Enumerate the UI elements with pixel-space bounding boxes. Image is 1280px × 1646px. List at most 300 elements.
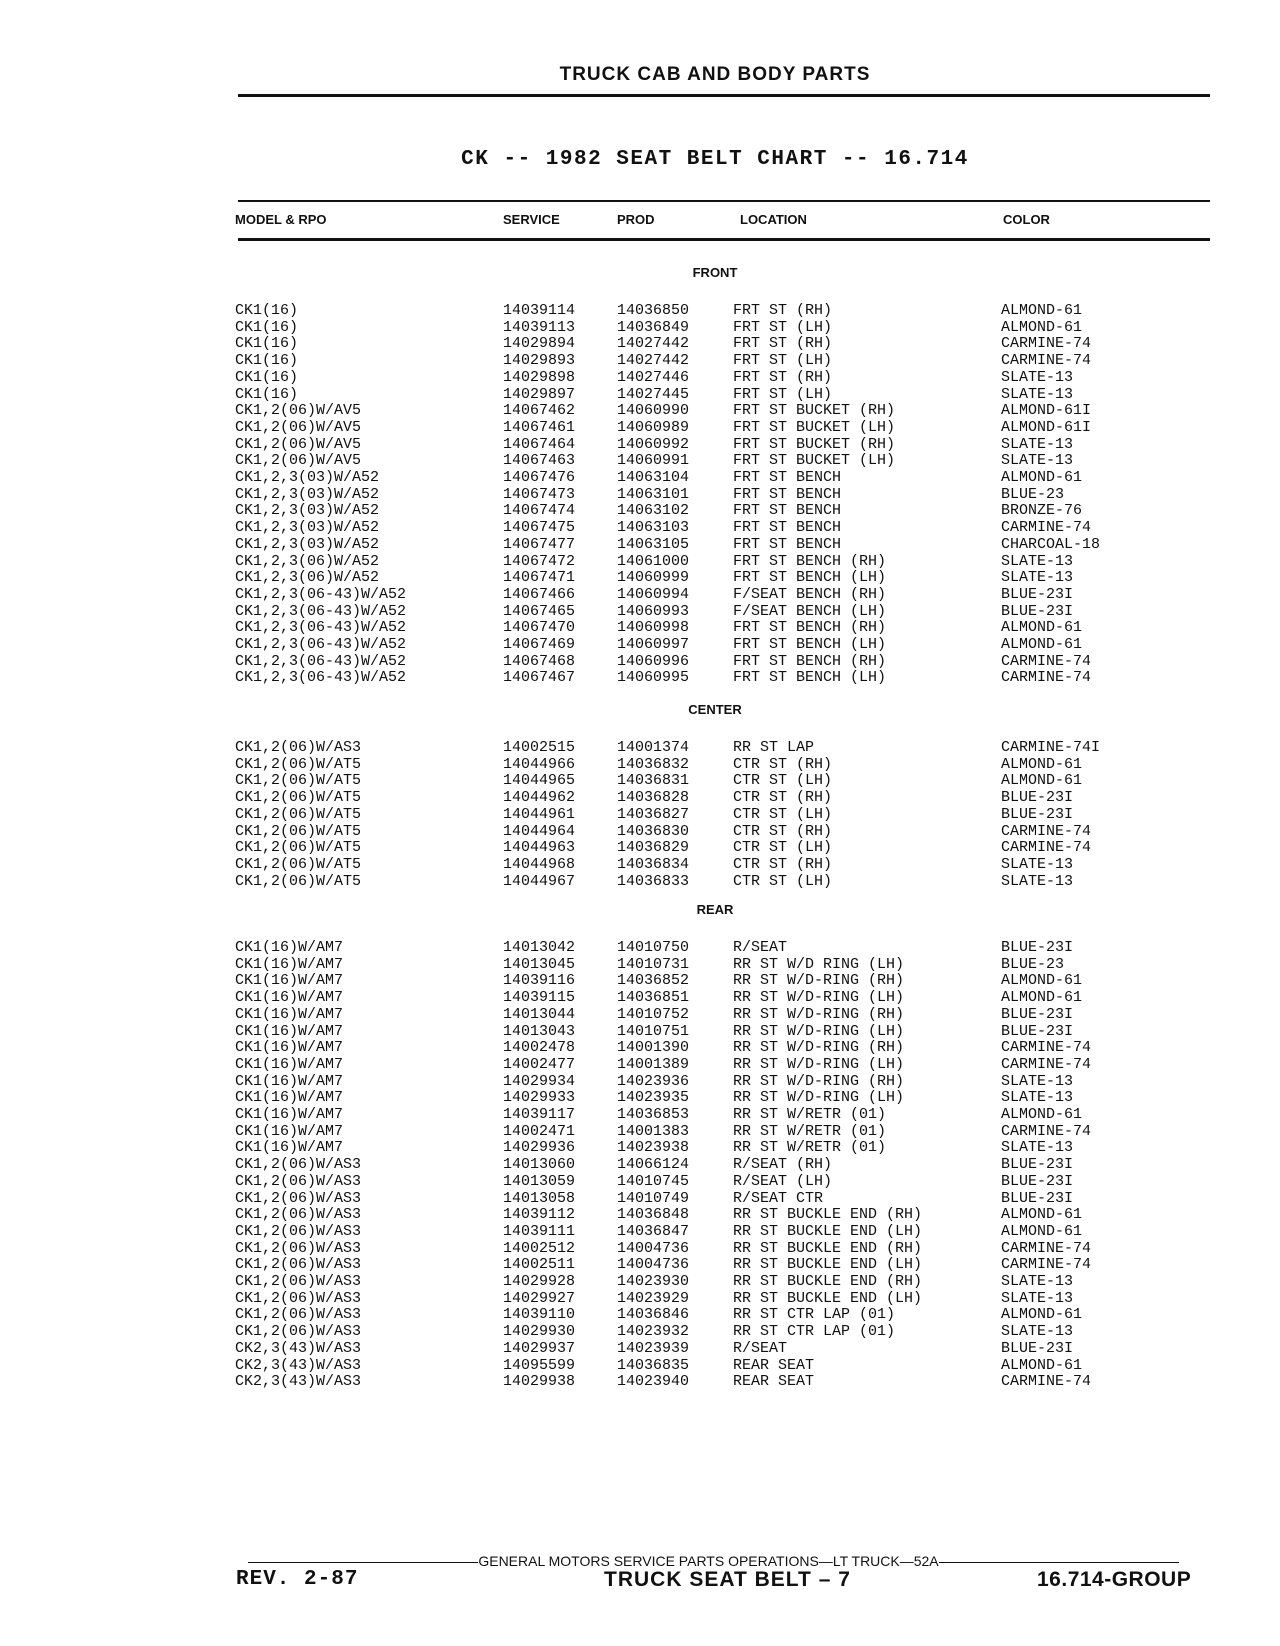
table-row (0, 1174, 1280, 1191)
location-cell: REAR SEAT (733, 1373, 815, 1391)
table-row (0, 957, 1280, 974)
prod-cell: 14023930 (617, 1273, 690, 1290)
prod-cell: 14063103 (617, 519, 690, 537)
prod-cell: 14036847 (617, 1222, 690, 1240)
table-row (0, 303, 1280, 320)
location-cell: FRT ST BENCH (LH) (733, 569, 887, 587)
service-cell: 14044967 (503, 872, 576, 890)
model-cell: CK1(16)W/AM7 (235, 1055, 344, 1073)
location-cell: CTR ST (RH) (733, 855, 833, 873)
model-cell: CK2,3(43)W/AS3 (235, 1373, 362, 1391)
service-cell: 14029894 (503, 335, 576, 353)
color-cell: BLUE-23I (1001, 789, 1074, 807)
prod-cell: 14036835 (617, 1356, 690, 1374)
service-cell: 14039114 (503, 302, 576, 319)
prod-cell: 14036851 (617, 989, 690, 1007)
location-cell: FRT ST (RH) (733, 335, 833, 353)
location-cell: FRT ST (RH) (733, 368, 833, 386)
service-cell: 14067466 (503, 585, 576, 603)
service-cell: 14044964 (503, 822, 576, 840)
service-cell: 14095599 (503, 1356, 576, 1374)
location-cell: RR ST W/D-RING (RH) (733, 1005, 905, 1023)
location-cell: RR ST W/D-RING (LH) (733, 989, 905, 1007)
service-cell: 14067465 (503, 602, 576, 620)
service-cell: 14039111 (503, 1222, 576, 1240)
prod-cell: 14036852 (617, 972, 690, 990)
location-cell: RR ST W/D-RING (LH) (733, 1055, 905, 1073)
location-cell: FRT ST BUCKET (RH) (733, 435, 896, 453)
model-cell: CK1,2(06)W/AT5 (235, 755, 362, 773)
prod-cell: 14001389 (617, 1055, 690, 1073)
service-cell: 14039116 (503, 972, 576, 990)
header-rule (238, 94, 1210, 97)
service-cell: 14044965 (503, 772, 576, 790)
location-cell: RR ST W/D-RING (LH) (733, 1022, 905, 1040)
prod-cell: 14001383 (617, 1122, 690, 1140)
color-cell: SLATE-13 (1001, 1289, 1074, 1307)
color-cell: SLATE-13 (1001, 368, 1074, 386)
table-row (0, 1207, 1280, 1224)
service-cell: 14013060 (503, 1156, 576, 1174)
prod-cell: 14010731 (617, 955, 690, 973)
service-cell: 14013045 (503, 955, 576, 973)
location-cell: CTR ST (RH) (733, 822, 833, 840)
table-row (0, 470, 1280, 487)
location-cell: FRT ST BENCH (733, 485, 842, 503)
prod-cell: 14060991 (617, 452, 690, 470)
location-cell: FRT ST BENCH (733, 519, 842, 537)
service-cell: 14013044 (503, 1005, 576, 1023)
model-cell: CK1(16)W/AM7 (235, 955, 344, 973)
location-cell: RR ST CTR LAP (01) (733, 1306, 896, 1324)
color-cell: BLUE-23I (1001, 939, 1074, 956)
service-cell: 14029893 (503, 352, 576, 370)
location-cell: RR ST CTR LAP (01) (733, 1323, 896, 1341)
model-cell: CK1,2(06)W/AT5 (235, 822, 362, 840)
prod-cell: 14010749 (617, 1189, 690, 1207)
location-cell: RR ST W/D-RING (LH) (733, 1089, 905, 1107)
col-header-model: MODEL & RPO (235, 212, 327, 227)
model-cell: CK1,2(06)W/AS3 (235, 1273, 362, 1290)
prod-cell: 14063101 (617, 485, 690, 503)
color-cell: ALMOND-61 (1001, 469, 1083, 486)
color-cell: BLUE-23I (1001, 1156, 1074, 1174)
model-cell: CK1(16)W/AM7 (235, 1089, 344, 1107)
color-cell: ALMOND-61 (1001, 619, 1083, 637)
table-row (0, 387, 1280, 404)
model-cell: CK1,2(06)W/AS3 (235, 1289, 362, 1307)
color-cell: SLATE-13 (1001, 855, 1074, 873)
prod-cell: 14036848 (617, 1206, 690, 1224)
service-cell: 14002512 (503, 1239, 576, 1257)
model-cell: CK1,2(06)W/AS3 (235, 1156, 362, 1174)
color-cell: SLATE-13 (1001, 1323, 1074, 1341)
table-row (0, 604, 1280, 621)
model-cell: CK1(16)W/AM7 (235, 1039, 344, 1057)
model-cell: CK1,2,3(03)W/A52 (235, 502, 380, 520)
prod-cell: 14023935 (617, 1089, 690, 1107)
section-label-center: CENTER (688, 702, 742, 717)
color-cell: ALMOND-61 (1001, 636, 1083, 653)
footer-page-title: TRUCK SEAT BELT – 7 (604, 1568, 851, 1591)
service-cell: 14067471 (503, 569, 576, 587)
prod-cell: 14027446 (617, 368, 690, 386)
prod-cell: 14060995 (617, 669, 690, 687)
location-cell: RR ST W/D RING (LH) (733, 955, 905, 973)
table-row (0, 740, 1280, 757)
table-row (0, 1274, 1280, 1291)
color-cell: ALMOND-61 (1001, 1356, 1083, 1374)
service-cell: 14067462 (503, 402, 576, 420)
color-cell: ALMOND-61 (1001, 989, 1083, 1007)
model-cell: CK1,2,3(06-43)W/A52 (235, 636, 407, 653)
service-cell: 14029933 (503, 1089, 576, 1107)
prod-cell: 14063102 (617, 502, 690, 520)
col-header-color: COLOR (1003, 212, 1050, 227)
color-cell: BLUE-23I (1001, 1172, 1074, 1190)
prod-cell: 14061000 (617, 552, 690, 570)
color-cell: CHARCOAL-18 (1001, 535, 1101, 553)
service-cell: 14013058 (503, 1189, 576, 1207)
service-cell: 14067472 (503, 552, 576, 570)
table-row (0, 1324, 1280, 1341)
prod-cell: 14036853 (617, 1106, 690, 1123)
table-row (0, 973, 1280, 990)
prod-cell: 14036846 (617, 1306, 690, 1324)
table-row (0, 807, 1280, 824)
color-cell: CARMINE-74 (1001, 335, 1092, 353)
location-cell: RR ST BUCKLE END (LH) (733, 1289, 923, 1307)
color-cell: ALMOND-61 (1001, 772, 1083, 790)
model-cell: CK1,2(06)W/AS3 (235, 1306, 362, 1324)
model-cell: CK1,2(06)W/AS3 (235, 1172, 362, 1190)
service-cell: 14013059 (503, 1172, 576, 1190)
prod-cell: 14063105 (617, 535, 690, 553)
model-cell: CK1(16)W/AM7 (235, 1122, 344, 1140)
model-cell: CK1,2(06)W/AT5 (235, 839, 362, 857)
service-cell: 14029898 (503, 368, 576, 386)
table-row (0, 1007, 1280, 1024)
service-cell: 14002471 (503, 1122, 576, 1140)
table-row (0, 587, 1280, 604)
location-cell: R/SEAT (733, 1339, 788, 1357)
table-row (0, 654, 1280, 671)
model-cell: CK1,2,3(06-43)W/A52 (235, 669, 407, 687)
table-row (0, 1024, 1280, 1041)
model-cell: CK1,2(06)W/AS3 (235, 1206, 362, 1224)
color-cell: SLATE-13 (1001, 552, 1074, 570)
service-cell: 14044963 (503, 839, 576, 857)
color-cell: CARMINE-74 (1001, 1373, 1092, 1391)
prod-cell: 14027442 (617, 335, 690, 353)
prod-cell: 14060993 (617, 602, 690, 620)
model-cell: CK1,2,3(06-43)W/A52 (235, 652, 407, 670)
location-cell: RR ST LAP (733, 739, 815, 756)
location-cell: R/SEAT (733, 939, 788, 956)
table-row (0, 840, 1280, 857)
table-row (0, 1374, 1280, 1391)
location-cell: FRT ST BUCKET (RH) (733, 402, 896, 420)
location-cell: FRT ST BENCH (733, 535, 842, 553)
location-cell: F/SEAT BENCH (LH) (733, 602, 887, 620)
footer-dash-right (939, 1562, 1179, 1563)
service-cell: 14067469 (503, 636, 576, 653)
service-cell: 14067473 (503, 485, 576, 503)
color-cell: CARMINE-74 (1001, 1039, 1092, 1057)
page-header-title: TRUCK CAB AND BODY PARTS (559, 64, 871, 85)
model-cell: CK1,2(06)W/AS3 (235, 1323, 362, 1341)
model-cell: CK1,2,3(06-43)W/A52 (235, 619, 407, 637)
model-cell: CK1,2(06)W/AV5 (235, 452, 362, 470)
model-cell: CK1,2,3(03)W/A52 (235, 519, 380, 537)
prod-cell: 14036830 (617, 822, 690, 840)
table-header-rule (238, 238, 1210, 241)
service-cell: 14039113 (503, 318, 576, 336)
model-cell: CK1(16)W/AM7 (235, 1139, 344, 1157)
service-cell: 14039110 (503, 1306, 576, 1324)
table-row (0, 1358, 1280, 1375)
color-cell: BLUE-23I (1001, 585, 1074, 603)
color-cell: CARMINE-74 (1001, 652, 1092, 670)
color-cell: ALMOND-61 (1001, 1306, 1083, 1324)
table-row (0, 757, 1280, 774)
prod-cell: 14036827 (617, 805, 690, 823)
location-cell: FRT ST BENCH (RH) (733, 619, 887, 637)
color-cell: ALMOND-61 (1001, 755, 1083, 773)
prod-cell: 14060999 (617, 569, 690, 587)
table-row (0, 790, 1280, 807)
color-cell: BLUE-23I (1001, 602, 1074, 620)
prod-cell: 14036833 (617, 872, 690, 890)
location-cell: FRT ST (RH) (733, 302, 833, 319)
location-cell: RR ST BUCKLE END (LH) (733, 1222, 923, 1240)
table-row (0, 990, 1280, 1007)
model-cell: CK1,2(06)W/AT5 (235, 872, 362, 890)
service-cell: 14067476 (503, 469, 576, 486)
table-row (0, 336, 1280, 353)
color-cell: BLUE-23I (1001, 805, 1074, 823)
color-cell: BLUE-23I (1001, 1189, 1074, 1207)
table-row (0, 1257, 1280, 1274)
model-cell: CK1,2(06)W/AV5 (235, 402, 362, 420)
location-cell: CTR ST (RH) (733, 789, 833, 807)
model-cell: CK1(16) (235, 318, 299, 336)
color-cell: ALMOND-61 (1001, 972, 1083, 990)
table-row (0, 570, 1280, 587)
color-cell: ALMOND-61I (1001, 418, 1092, 436)
service-cell: 14067461 (503, 418, 576, 436)
table-row (0, 620, 1280, 637)
table-row (0, 320, 1280, 337)
prod-cell: 14023939 (617, 1339, 690, 1357)
service-cell: 14002511 (503, 1256, 576, 1274)
table-row (0, 1241, 1280, 1258)
location-cell: CTR ST (LH) (733, 805, 833, 823)
service-cell: 14002515 (503, 739, 576, 756)
prod-cell: 14004736 (617, 1256, 690, 1274)
prod-cell: 14060994 (617, 585, 690, 603)
color-cell: BLUE-23I (1001, 1022, 1074, 1040)
prod-cell: 14060992 (617, 435, 690, 453)
model-cell: CK1,2(06)W/AS3 (235, 739, 362, 756)
service-cell: 14067468 (503, 652, 576, 670)
table-row (0, 1191, 1280, 1208)
color-cell: CARMINE-74 (1001, 519, 1092, 537)
prod-cell: 14036849 (617, 318, 690, 336)
model-cell: CK1(16)W/AM7 (235, 1022, 344, 1040)
prod-cell: 14063104 (617, 469, 690, 486)
table-row (0, 1341, 1280, 1358)
color-cell: ALMOND-61 (1001, 1222, 1083, 1240)
prod-cell: 14023936 (617, 1072, 690, 1090)
table-row (0, 520, 1280, 537)
model-cell: CK1,2,3(06-43)W/A52 (235, 602, 407, 620)
location-cell: FRT ST BENCH (LH) (733, 669, 887, 687)
model-cell: CK1(16) (235, 302, 299, 319)
prod-cell: 14036832 (617, 755, 690, 773)
model-cell: CK1(16)W/AM7 (235, 972, 344, 990)
location-cell: FRT ST (LH) (733, 385, 833, 403)
model-cell: CK1,2(06)W/AV5 (235, 435, 362, 453)
prod-cell: 14060996 (617, 652, 690, 670)
table-row (0, 670, 1280, 687)
location-cell: RR ST W/D-RING (RH) (733, 1072, 905, 1090)
model-cell: CK1(16)W/AM7 (235, 939, 344, 956)
service-cell: 14029938 (503, 1373, 576, 1391)
location-cell: RR ST W/RETR (01) (733, 1122, 887, 1140)
color-cell: CARMINE-74 (1001, 352, 1092, 370)
location-cell: REAR SEAT (733, 1356, 815, 1374)
table-row (0, 1224, 1280, 1241)
location-cell: RR ST W/RETR (01) (733, 1106, 887, 1123)
table-row (0, 874, 1280, 891)
service-cell: 14029897 (503, 385, 576, 403)
table-row (0, 403, 1280, 420)
prod-cell: 14060997 (617, 636, 690, 653)
location-cell: RR ST BUCKLE END (RH) (733, 1206, 923, 1224)
model-cell: CK1,2(06)W/AV5 (235, 418, 362, 436)
table-row (0, 1107, 1280, 1124)
service-cell: 14013043 (503, 1022, 576, 1040)
location-cell: F/SEAT BENCH (RH) (733, 585, 887, 603)
table-row (0, 1124, 1280, 1141)
service-cell: 14002478 (503, 1039, 576, 1057)
color-cell: CARMINE-74 (1001, 839, 1092, 857)
location-cell: R/SEAT CTR (733, 1189, 824, 1207)
prod-cell: 14036831 (617, 772, 690, 790)
model-cell: CK2,3(43)W/AS3 (235, 1356, 362, 1374)
model-cell: CK1,2(06)W/AT5 (235, 805, 362, 823)
location-cell: RR ST W/D-RING (RH) (733, 1039, 905, 1057)
service-cell: 14044966 (503, 755, 576, 773)
service-cell: 14029927 (503, 1289, 576, 1307)
color-cell: SLATE-13 (1001, 1139, 1074, 1157)
prod-cell: 14060998 (617, 619, 690, 637)
service-cell: 14029936 (503, 1139, 576, 1157)
table-row (0, 1157, 1280, 1174)
color-cell: CARMINE-74 (1001, 1256, 1092, 1274)
model-cell: CK1,2(06)W/AS3 (235, 1239, 362, 1257)
location-cell: RR ST W/D-RING (RH) (733, 972, 905, 990)
table-row (0, 503, 1280, 520)
service-cell: 14039115 (503, 989, 576, 1007)
color-cell: SLATE-13 (1001, 452, 1074, 470)
color-cell: ALMOND-61 (1001, 318, 1083, 336)
location-cell: R/SEAT (RH) (733, 1156, 833, 1174)
location-cell: FRT ST BUCKET (LH) (733, 418, 896, 436)
footer-group: 16.714-GROUP (1037, 1568, 1192, 1591)
table-row (0, 637, 1280, 654)
model-cell: CK1,2,3(06)W/A52 (235, 552, 380, 570)
service-cell: 14044962 (503, 789, 576, 807)
color-cell: BLUE-23I (1001, 1339, 1074, 1357)
table-row (0, 857, 1280, 874)
prod-cell: 14027445 (617, 385, 690, 403)
prod-cell: 14010751 (617, 1022, 690, 1040)
color-cell: CARMINE-74 (1001, 669, 1092, 687)
location-cell: RR ST BUCKLE END (RH) (733, 1239, 923, 1257)
color-cell: BRONZE-76 (1001, 502, 1083, 520)
prod-cell: 14001390 (617, 1039, 690, 1057)
table-row (0, 773, 1280, 790)
model-cell: CK1(16)W/AM7 (235, 1072, 344, 1090)
service-cell: 14067464 (503, 435, 576, 453)
prod-cell: 14023932 (617, 1323, 690, 1341)
color-cell: CARMINE-74 (1001, 1122, 1092, 1140)
service-cell: 14044968 (503, 855, 576, 873)
color-cell: CARMINE-74 (1001, 1055, 1092, 1073)
location-cell: FRT ST BENCH (RH) (733, 652, 887, 670)
location-cell: CTR ST (RH) (733, 755, 833, 773)
footer-dash-left (248, 1562, 478, 1563)
prod-cell: 14004736 (617, 1239, 690, 1257)
color-cell: CARMINE-74 (1001, 822, 1092, 840)
location-cell: FRT ST BENCH (733, 469, 842, 486)
color-cell: SLATE-13 (1001, 1072, 1074, 1090)
table-row (0, 1040, 1280, 1057)
color-cell: ALMOND-61 (1001, 302, 1083, 319)
service-cell: 14067467 (503, 669, 576, 687)
model-cell: CK1(16) (235, 385, 299, 403)
model-cell: CK1(16)W/AM7 (235, 989, 344, 1007)
model-cell: CK1(16) (235, 352, 299, 370)
color-cell: CARMINE-74 (1001, 1239, 1092, 1257)
prod-cell: 14036850 (617, 302, 690, 319)
model-cell: CK1,2,3(06-43)W/A52 (235, 585, 407, 603)
location-cell: FRT ST BENCH (RH) (733, 552, 887, 570)
footer-line (236, 1553, 1191, 1569)
location-cell: FRT ST BENCH (LH) (733, 636, 887, 653)
table-top-rule (238, 200, 1210, 202)
prod-cell: 14023940 (617, 1373, 690, 1391)
location-cell: CTR ST (LH) (733, 772, 833, 790)
prod-cell: 14060990 (617, 402, 690, 420)
model-cell: CK1(16) (235, 335, 299, 353)
table-row (0, 537, 1280, 554)
color-cell: ALMOND-61 (1001, 1106, 1083, 1123)
model-cell: CK1,2,3(03)W/A52 (235, 469, 380, 486)
color-cell: SLATE-13 (1001, 435, 1074, 453)
table-row (0, 824, 1280, 841)
prod-cell: 14001374 (617, 739, 690, 756)
location-cell: FRT ST BENCH (733, 502, 842, 520)
color-cell: SLATE-13 (1001, 569, 1074, 587)
color-cell: ALMOND-61I (1001, 402, 1092, 420)
col-header-prod: PROD (617, 212, 655, 227)
model-cell: CK1,2,3(03)W/A52 (235, 535, 380, 553)
model-cell: CK2,3(43)W/AS3 (235, 1339, 362, 1357)
service-cell: 14067477 (503, 535, 576, 553)
